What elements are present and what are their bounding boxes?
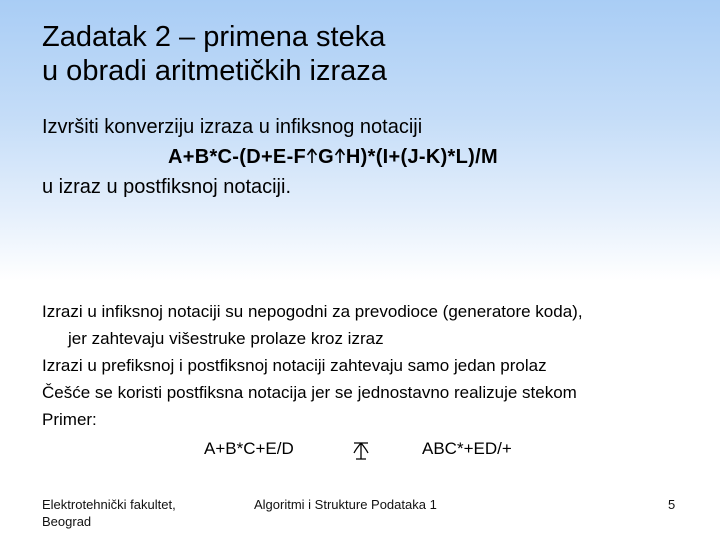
example-infix: A+B*C+E/D — [204, 439, 294, 458]
expression-part-3: H)*(I+(J-K)*L)/M — [345, 146, 498, 168]
footer-institution-line-1: Elektrotehnički fakultet, — [42, 497, 176, 512]
infix-expression — [42, 142, 682, 172]
note-2: Izrazi u prefiksnoj i postfiksnoj notaciji zahtevaju samo jedan prolaz — [42, 356, 547, 375]
example-postfix: ABC*+ED/+ — [422, 439, 512, 458]
footer-institution — [42, 496, 176, 530]
up-arrow-icon — [334, 148, 346, 164]
slide-title-line-2: u obradi aritmetičkih izraza — [42, 55, 387, 87]
up-arrow-icon — [306, 148, 318, 164]
expression-part-1: A+B*C-(D+E-F — [168, 146, 307, 168]
note-3: Češće se koristi postfiksna notacija jer se jednostavno realizuje stekom — [42, 383, 577, 402]
conversion-arrow-icon — [352, 441, 370, 461]
task-description — [42, 112, 682, 202]
footer-institution-line-2: Beograd — [42, 514, 92, 529]
expression-part-2: G — [318, 146, 334, 168]
slide-title — [42, 20, 682, 88]
task-intro: Izvršiti konverziju izraza u infiksnog notaciji — [42, 116, 423, 138]
note-4: Primer: — [42, 410, 97, 429]
note-1-line-2: jer zahtevaju višestruke prolaze kroz izraz — [68, 329, 384, 348]
notes-list — [42, 298, 692, 433]
task-outro: u izraz u postfiksnoj notaciji. — [42, 176, 292, 198]
note-1-line-1: Izrazi u infiksnoj notaciji su nepogodni za prevodioce (generatore koda), — [42, 302, 583, 321]
slide-title-line-1: Zadatak 2 – primena steka — [42, 21, 386, 53]
footer-page-number: 5 — [668, 497, 676, 512]
footer-course: Algoritmi i Strukture Podataka 1 — [254, 497, 437, 512]
example-conversion — [204, 437, 512, 461]
